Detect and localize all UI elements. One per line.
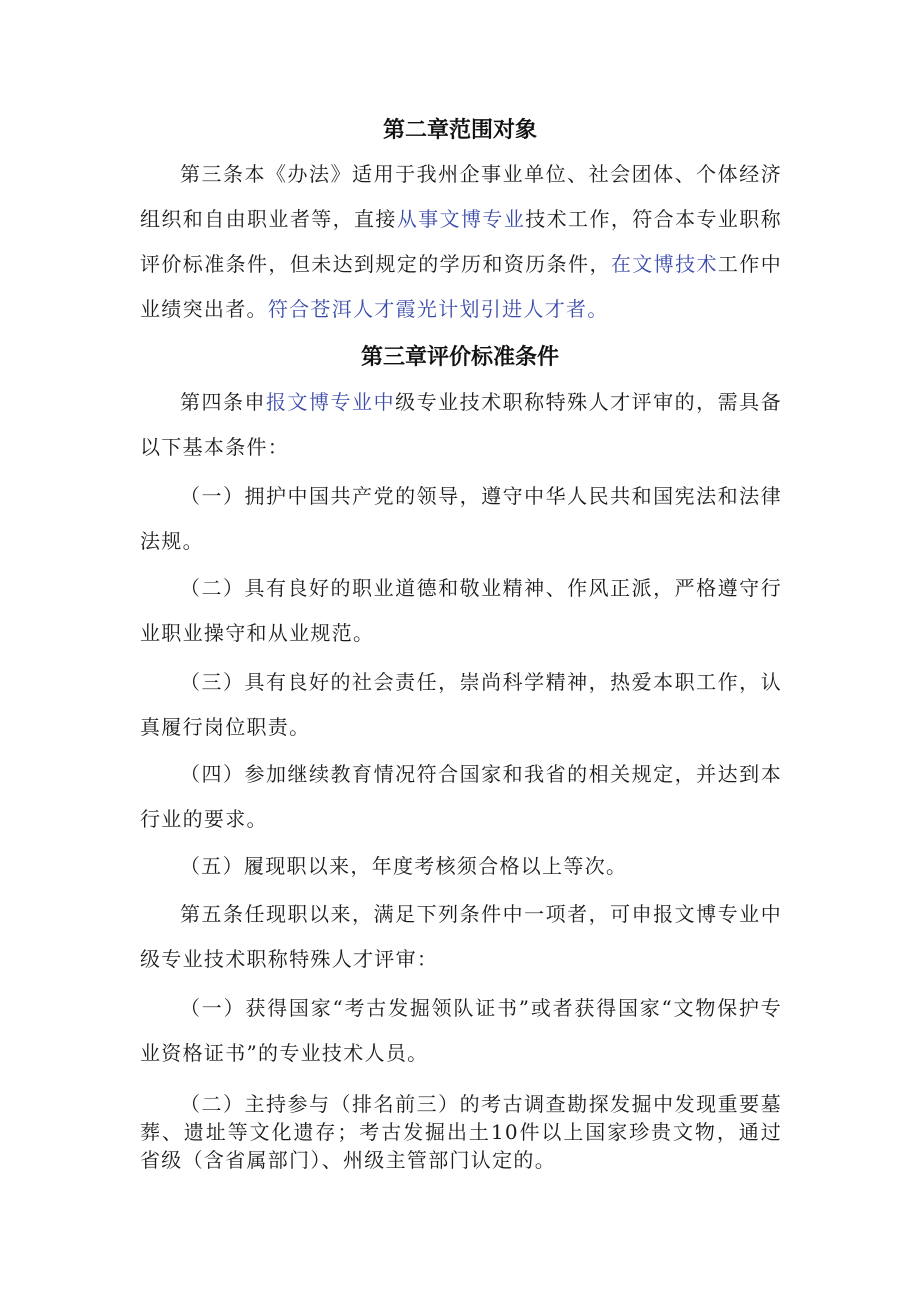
article-4-item-1: （一）拥护中国共产党的领导，遵守中华人民共和国宪法和法律法规。: [140, 484, 782, 553]
article-4-paragraph: [140, 380, 782, 470]
article-3-text-1: 第三条本《办法》适用于我州企事业单位、社会团体、个体经济组织和自由职业者等，直接: [140, 162, 782, 231]
chapter-3-heading: 第三章评价标准条件: [360, 345, 559, 370]
article-3-paragraph: [140, 152, 782, 332]
article-5-item-2: （二）主持参与（排名前三）的考古调查勘探发掘中发现重要墓葬、遗址等文化遗存；考古发掘出土10件以上国家珍贵文物，通过省级（含省属部门）、州级主管部门认定的。: [140, 1092, 782, 1172]
article-5-paragraph: 第五条任现职以来，满足下列条件中一项者，可申报文博专业中级专业技术职称特殊人才评审：: [140, 902, 782, 971]
article-5-item-1: （一）获得国家“考古发掘领队证书”或者获得国家“文物保护专业资格证书”的专业技术人员。: [140, 996, 782, 1065]
article-4-item-5: （五）履现职以来，年度考核须合格以上等次。: [180, 854, 628, 878]
article-4-item-3: （三）具有良好的社会责任，崇尚科学精神，热爱本职工作，认真履行岗位职责。: [140, 670, 782, 739]
article-3-highlight-1: 从事文博专业: [396, 207, 526, 231]
article-4-highlight: 报文博专业中: [266, 390, 396, 414]
article-4-item-2: （二）具有良好的职业道德和敬业精神、作风正派，严格遵守行业职业操守和从业规范。: [140, 576, 782, 645]
article-4-text-2: 级专业技术职称特殊人才评审的，需具备以下基本条件：: [140, 390, 782, 459]
article-3-highlight-3: 符合苍洱人才霞光计划引进人才者。: [267, 297, 609, 321]
article-4-item-4: （四）参加继续教育情况符合国家和我省的相关规定，并达到本行业的要求。: [140, 762, 782, 831]
article-3-text-3: 工作中业绩突出者。: [140, 252, 782, 321]
article-3-highlight-2: 在文博技术: [610, 252, 718, 276]
chapter-2-heading: 第二章范围对象: [382, 118, 537, 143]
article-3-text-2: 技术工作，符合本专业职称评价标准条件，但未达到规定的学历和资历条件，: [140, 207, 782, 276]
article-4-text-1: 第四条申: [180, 390, 267, 414]
